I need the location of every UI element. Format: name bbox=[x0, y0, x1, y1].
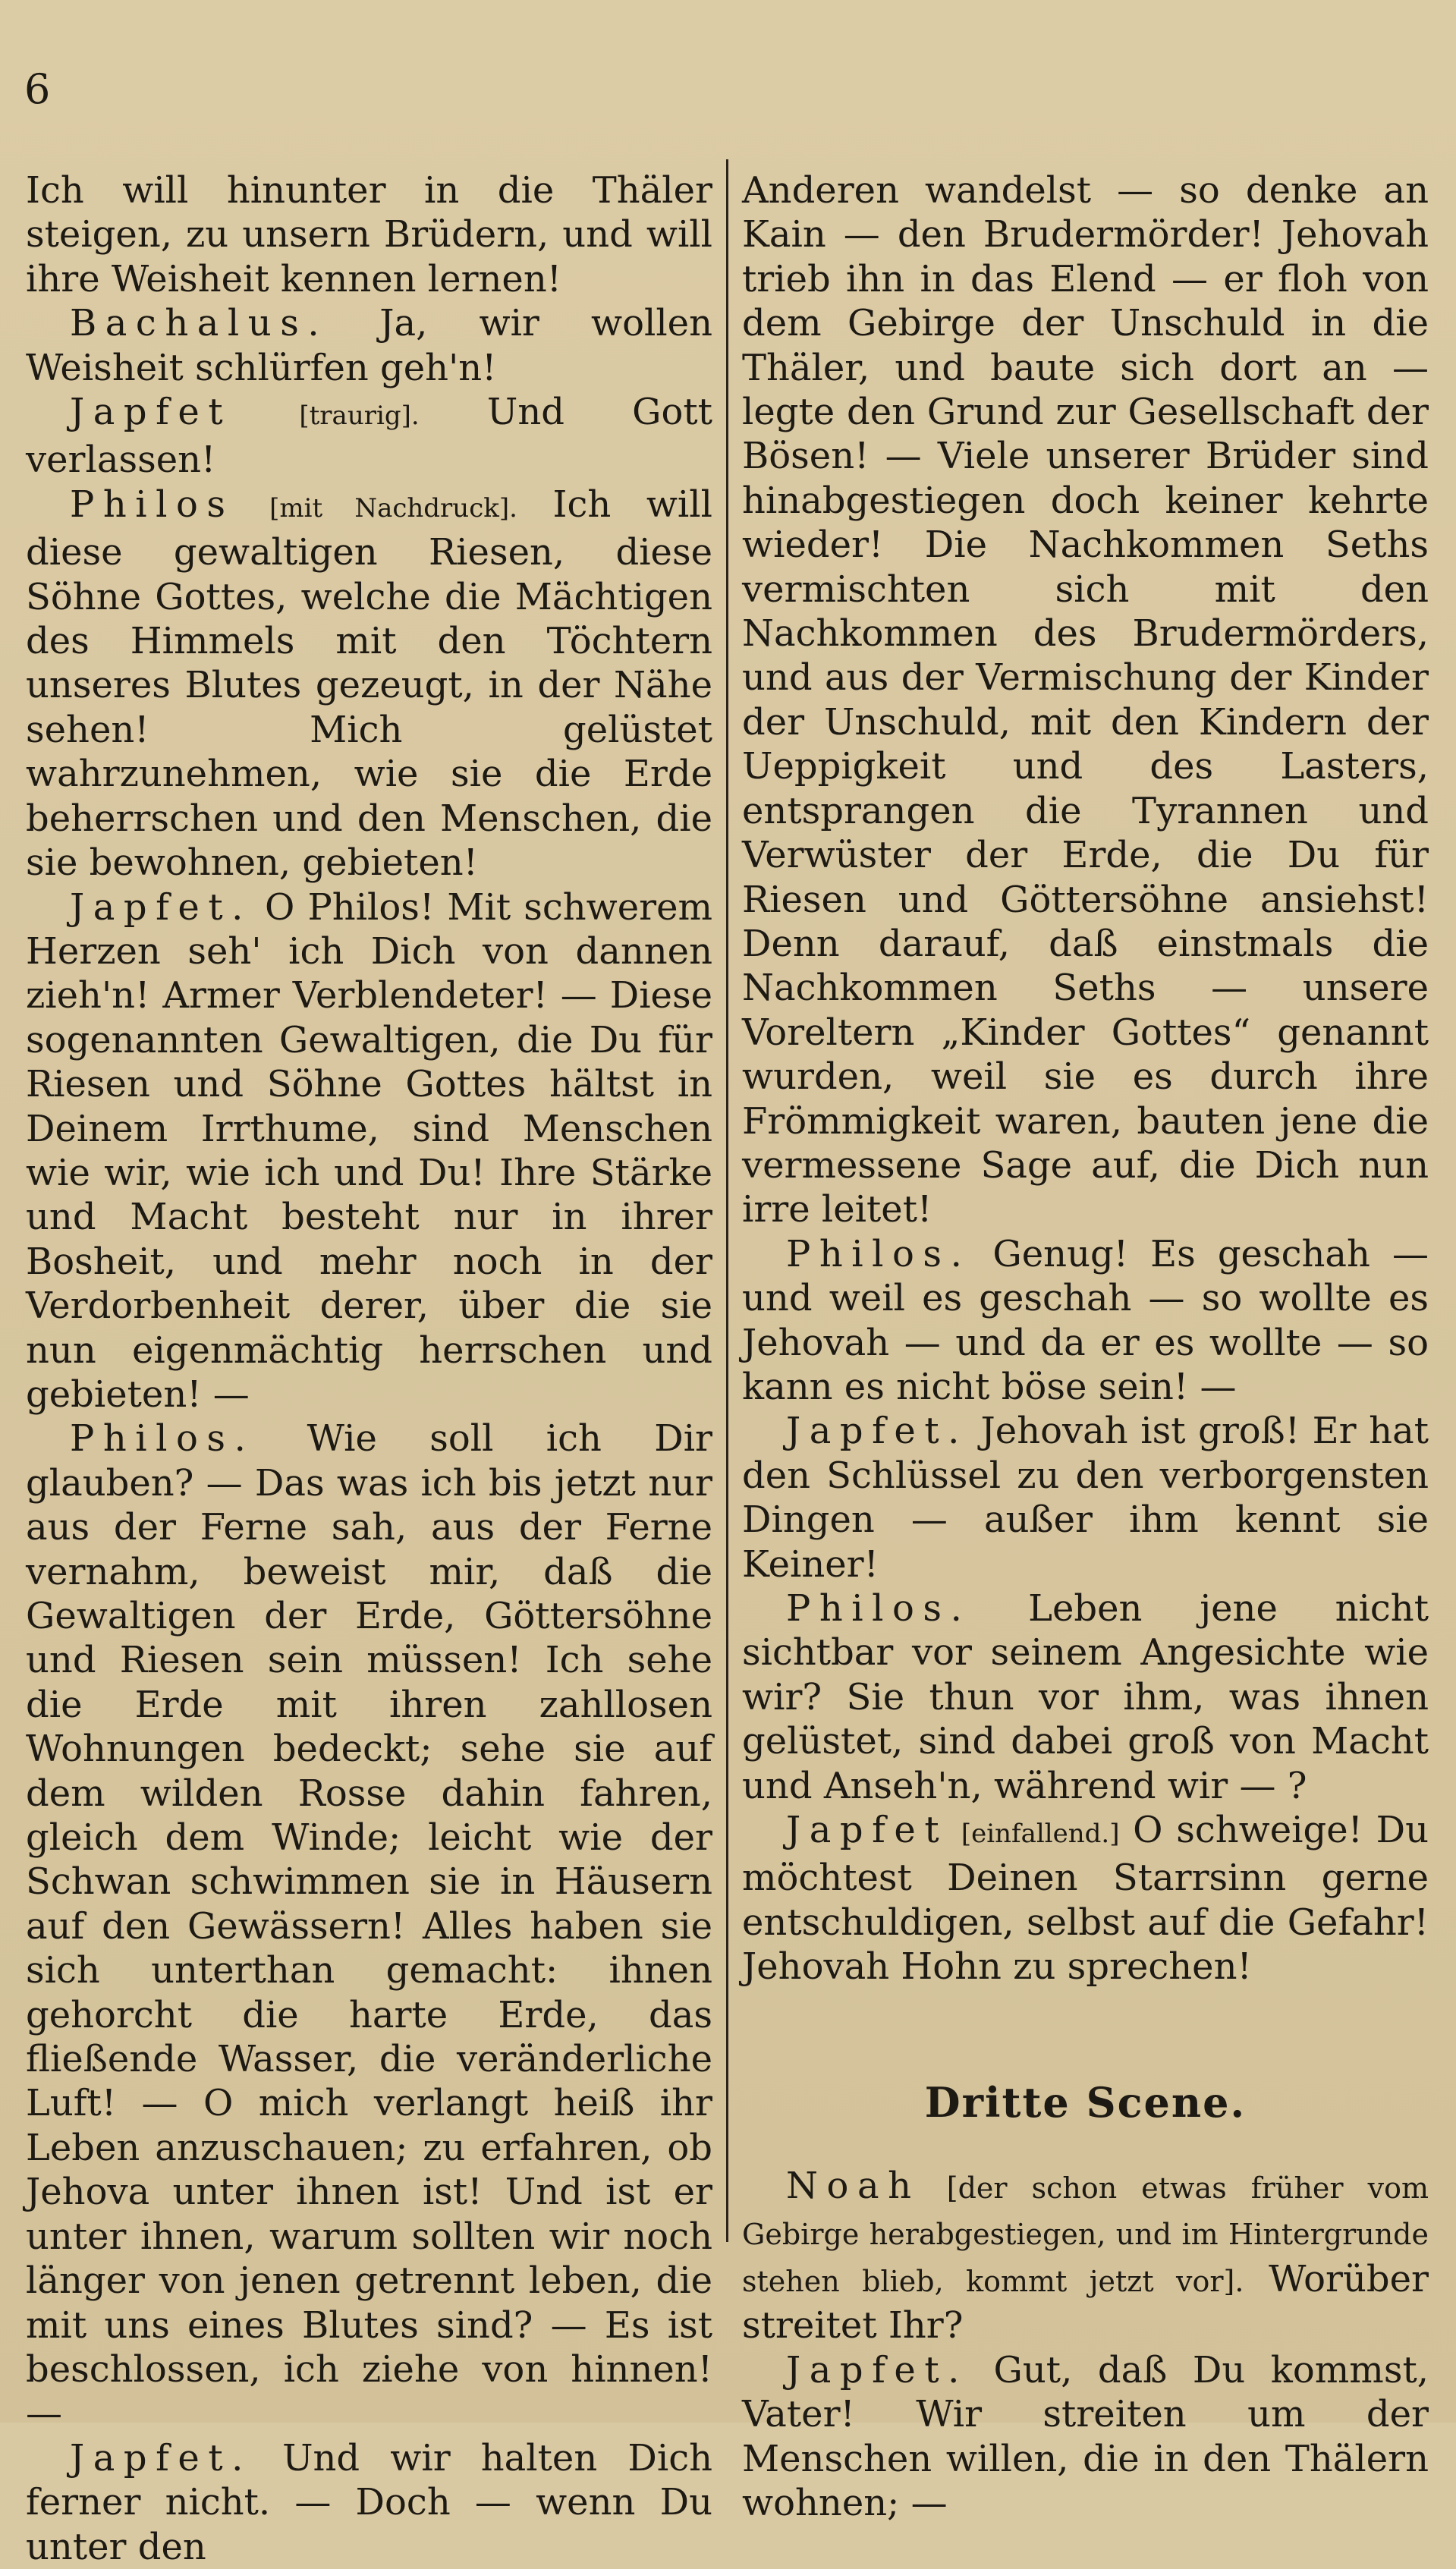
scene-heading: Dritte Scene. bbox=[924, 2077, 1247, 2127]
paragraph: Philos. Wie soll ich Dir glauben? — Das was ich bis jetzt nur aus der Ferne sah, aus der Ferne vernahm, beweist mir, daß die Gewaltigen der Erde, Göttersöhne und Riesen sein müssen! Ich sehe die Erde mit ihren zahllosen Wohnungen bedeckt; sehe sie auf dem wilden Rosse dahin fahren, gleich dem Winde; leicht wie der Schwan schwimmen sie in Häusern auf den Gewässern! Alles haben sie sich unterthan gemacht: ihnen gehorcht die harte Erde, das fließende Wasser, die veränderliche Luft! — O mich verlangt heiß ihr Leben anzuschauen; zu erfahren, ob Jehova unter ihnen ist! Und ist er unter ihnen, warum sollten wir noch länger von jenen getrennt leben, die mit uns eines Blutes sind? — Es ist beschlossen, ich ziehe von hinnen! — bbox=[26, 1417, 712, 2435]
left-column bbox=[26, 168, 712, 2569]
stage-direction: [einfallend.] bbox=[961, 1819, 1120, 1850]
paragraph: Philos. Leben jene nicht sichtbar vor seinem Angesichte wie wir? Sie thun vor ihm, was ihnen gelüstet, sind dabei groß von Macht und Anseh'n, während wir — ? bbox=[742, 1587, 1429, 1807]
paragraph: Philos. Genug! Es geschah — und weil es geschah — so wollte es Jehovah — und da er es wollte — so kann es nicht böse sein! — bbox=[742, 1232, 1429, 1408]
paragraph: Philos [mit Nachdruck]. Ich will diese gewaltigen Riesen, diese Söhne Gottes, welche die Mächtigen des Himmels mit den Töchtern unseres Blutes gezeugt, in der Nähe sehen! Mich gelüstet wahrzunehmen, wie sie die Erde beherrschen und den Menschen, die sie bewohnen, gebieten! bbox=[26, 483, 712, 885]
paragraph: Bachalus. Ja, wir wollen Weisheit schlürfen geh'n! bbox=[26, 302, 712, 389]
stage-direction: [der schon etwas früher vom Gebirge herabgestiegen, und im Hintergrunde stehen blieb, kommt jetzt vor]. bbox=[742, 2171, 1429, 2298]
stage-direction: [mit Nachdruck]. bbox=[269, 492, 517, 524]
paragraph: Anderen wandelst — so denke an Kain — den Brudermörder! Jehovah trieb ihn in das Elend — er floh von dem Gebirge der Unschuld in die Thäler, und baute sich dort an — legte den Grund zur Gesellschaft der Bösen! — Viele unserer Brüder sind hinabgestiegen doch keiner kehrte wieder! Die Nachkommen Seths vermischten sich mit den Nachkommen des Brudermörders, und aus der Vermischung der Kinder der Unschuld, mit den Kindern der Ueppigkeit und des Lasters, entsprangen die Tyrannen und Verwüster der Erde, die Du für Riesen und Göttersöhne ansiehst! Denn darauf, daß einstmals die Nachkommen Seths — unsere Voreltern „Kinder Gottes“ genannt wurden, weil sie es durch ihre Frömmigkeit waren, bauten jene die vermessene Sage auf, die Dich nun irre leitet! bbox=[742, 169, 1429, 1231]
paragraph: Japfet. Jehovah ist groß! Er hat den Schlüssel zu den verborgensten Dingen — außer ihm kennt sie Keiner! bbox=[742, 1410, 1429, 1586]
speaker: Japfet. bbox=[70, 885, 252, 929]
paragraph: Japfet [traurig]. Und Gott verlassen! bbox=[26, 391, 712, 482]
right-column bbox=[742, 168, 1429, 2525]
speaker: Bachalus. bbox=[70, 302, 329, 345]
paragraph: Japfet. O Philos! Mit schwerem Herzen seh' ich Dich von dannen zieh'n! Armer Verblendeter! — Diese sogenannten Gewaltigen, die Du für Riesen und Söhne Gottes hältst in Deinem Irrthume, sind Menschen wie wir, wie ich und Du! Ihre Stärke und Macht besteht nur in ihrer Bosheit, und mehr noch in der Verdorbenheit derer, über die sie nun eigenmächtig herrschen und gebieten! — bbox=[26, 885, 712, 1416]
speaker: Japfet. bbox=[70, 2436, 252, 2479]
speaker: Philos bbox=[70, 483, 234, 526]
page-number: 6 bbox=[24, 65, 51, 113]
speaker: Noah bbox=[786, 2165, 920, 2208]
paragraph: Japfet [einfallend.] O schweige! Du möchtest Deinen Starrsinn gerne entschuldigen, selbst auf die Gefahr! Jehovah Hohn zu sprechen! bbox=[742, 1809, 1429, 1989]
paragraph: Noah [der schon etwas früher vom Gebirge herabgestiegen, und im Hintergrunde stehen blieb, kommt jetzt vor]. Worüber streitet Ihr? bbox=[742, 2165, 1429, 2347]
paragraph: Japfet. Und wir halten Dich ferner nicht. — Doch — wenn Du unter den bbox=[26, 2436, 712, 2568]
speaker: Japfet. bbox=[786, 1410, 968, 1453]
paragraph: Ich will hinunter in die Thäler steigen, zu unsern Brüdern, und will ihre Weisheit kennen lernen! bbox=[26, 169, 712, 300]
stage-direction: [traurig]. bbox=[299, 401, 420, 432]
speaker: Philos. bbox=[786, 1232, 971, 1275]
column-divider bbox=[726, 159, 728, 2242]
speaker: Philos. bbox=[70, 1417, 255, 1461]
speaker: Philos. bbox=[786, 1587, 971, 1630]
speaker: Japfet. bbox=[786, 2348, 968, 2391]
paragraph: Japfet. Gut, daß Du kommst, Vater! Wir streiten um der Menschen willen, die in den Thälern wohnen; — bbox=[742, 2348, 1429, 2524]
speaker: Japfet bbox=[70, 391, 232, 434]
speaker: Japfet bbox=[786, 1809, 948, 1852]
